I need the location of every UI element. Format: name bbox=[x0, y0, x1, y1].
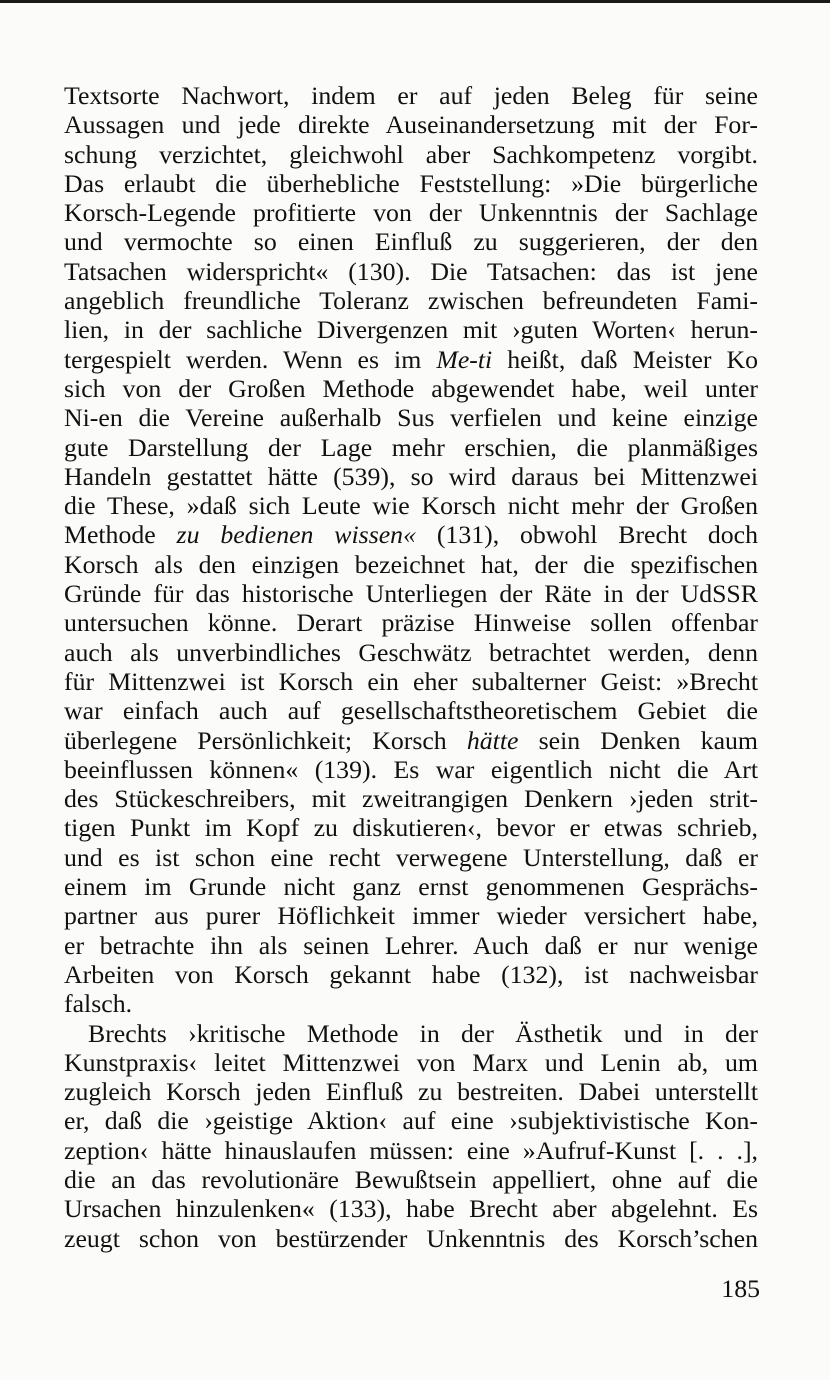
text-line: beeinflussen können« (139). Es war eigentlich nicht die Art bbox=[64, 754, 758, 784]
text-line: Korsch-Legende profitierte von der Unkenntnis der Sachlage bbox=[64, 198, 758, 228]
text-line: angeblich freundliche Toleranz zwischen befreundeten Fami- bbox=[64, 286, 758, 316]
top-edge-rule bbox=[0, 0, 830, 3]
text-line: zugleich Korsch jeden Einfluß zu bestreiten. Dabei unterstellt bbox=[64, 1077, 758, 1107]
text-line: Gründe für das historische Unterliegen der Räte in der UdSSR bbox=[64, 579, 758, 609]
text-line: Das erlaubt die überhebliche Feststellung: »Die bürgerliche bbox=[64, 168, 758, 198]
text-line: zeugt schon von bestürzender Unkenntnis des Korsch’schen bbox=[64, 1223, 758, 1253]
page-number: 185 bbox=[721, 1274, 760, 1303]
text-line: Ursachen hinzulenken« (133), habe Brecht aber abgelehnt. Es bbox=[64, 1194, 758, 1224]
text-segment: Methode bbox=[64, 520, 177, 550]
text-line: Tatsachen widerspricht« (130). Die Tatsachen: das ist jene bbox=[64, 256, 758, 286]
text-line: des Stückeschreibers, mit zweitrangigen Denkern ›jeden strit- bbox=[64, 784, 758, 814]
text-line: Textsorte Nachwort, indem er auf jeden Beleg für seine bbox=[64, 81, 758, 110]
text-line bbox=[64, 345, 758, 374]
text-segment: überlegene Persönlichkeit; Korsch bbox=[64, 725, 467, 755]
text-line: er betrachte ihn als seinen Lehrer. Auch daß er nur wenige bbox=[64, 930, 758, 960]
text-line: die an das revolutionäre Bewußtsein appelliert, ohne auf die bbox=[64, 1164, 758, 1194]
text-line: Arbeiten von Korsch gekannt habe (132), ist nachweisbar bbox=[64, 959, 758, 989]
text-line: und vermochte so einen Einfluß zu suggerieren, der den bbox=[64, 227, 758, 257]
italic-emphasis: hätte bbox=[466, 725, 519, 755]
text-line: einem im Grunde nicht ganz ernst genommenen Gesprächs- bbox=[64, 872, 758, 902]
text-segment: (131), obwohl Brecht doch bbox=[415, 520, 758, 550]
text-line: schung verzichtet, gleichwohl aber Sachkompetenz vorgibt. bbox=[64, 139, 758, 169]
text-line bbox=[64, 726, 758, 755]
text-line bbox=[64, 520, 758, 549]
text-segment: sein Denken kaum bbox=[518, 725, 758, 755]
text-line: Korsch als den einzigen bezeichnet hat, der die spezifischen bbox=[64, 549, 758, 579]
italic-title: Me-ti bbox=[436, 344, 493, 374]
text-line: auch als unverbindliches Geschwätz betrachtet werden, denn bbox=[64, 637, 758, 667]
text-line: die These, »daß sich Leute wie Korsch nicht mehr der Großen bbox=[64, 491, 758, 521]
text-line: sich von der Großen Methode abgewendet habe, weil unter bbox=[64, 373, 758, 403]
text-line: für Mittenzwei ist Korsch ein eher subalterner Geist: »Brecht bbox=[64, 666, 758, 696]
text-segment: tergespielt werden. Wenn es im bbox=[64, 344, 437, 374]
text-line: er, daß die ›geistige Aktion‹ auf eine ›subjektivistische Kon- bbox=[64, 1106, 758, 1136]
text-line: Aussagen und jede direkte Auseinandersetzung mit der For- bbox=[64, 110, 758, 140]
paragraph-start-line: Brechts ›kritische Methode in der Ästhetik und in der bbox=[88, 1018, 758, 1048]
text-line: untersuchen könne. Derart präzise Hinweise sollen offenbar bbox=[64, 608, 758, 638]
italic-emphasis: zu bedienen wissen« bbox=[176, 520, 416, 550]
text-line: gute Darstellung der Lage mehr erschien, die planmäßiges bbox=[64, 432, 758, 462]
text-line: war einfach auch auf gesellschaftstheoretischem Gebiet die bbox=[64, 696, 758, 726]
text-line: Ni-en die Vereine außerhalb Sus verfielen und keine einzige bbox=[64, 403, 758, 433]
text-line: und es ist schon eine recht verwegene Unterstellung, daß er bbox=[64, 842, 758, 872]
text-segment: heißt, daß Meister Ko bbox=[492, 344, 758, 374]
text-line: lien, in der sachliche Divergenzen mit ›guten Worten‹ herun- bbox=[64, 315, 758, 345]
text-line: tigen Punkt im Kopf zu diskutieren‹, bevor er etwas schrieb, bbox=[64, 813, 758, 843]
text-line: partner aus purer Höflichkeit immer wieder versichert habe, bbox=[64, 901, 758, 931]
text-line: Kunstpraxis‹ leitet Mittenzwei von Marx und Lenin ab, um bbox=[64, 1047, 758, 1077]
paragraph-end-line: falsch. bbox=[64, 989, 133, 1019]
text-line: Handeln gestattet hätte (539), so wird daraus bei Mittenzwei bbox=[64, 461, 758, 491]
text-line: zeption‹ hätte hinauslaufen müssen: eine »Aufruf-Kunst [. . .], bbox=[64, 1135, 758, 1165]
page-body bbox=[64, 81, 758, 1253]
